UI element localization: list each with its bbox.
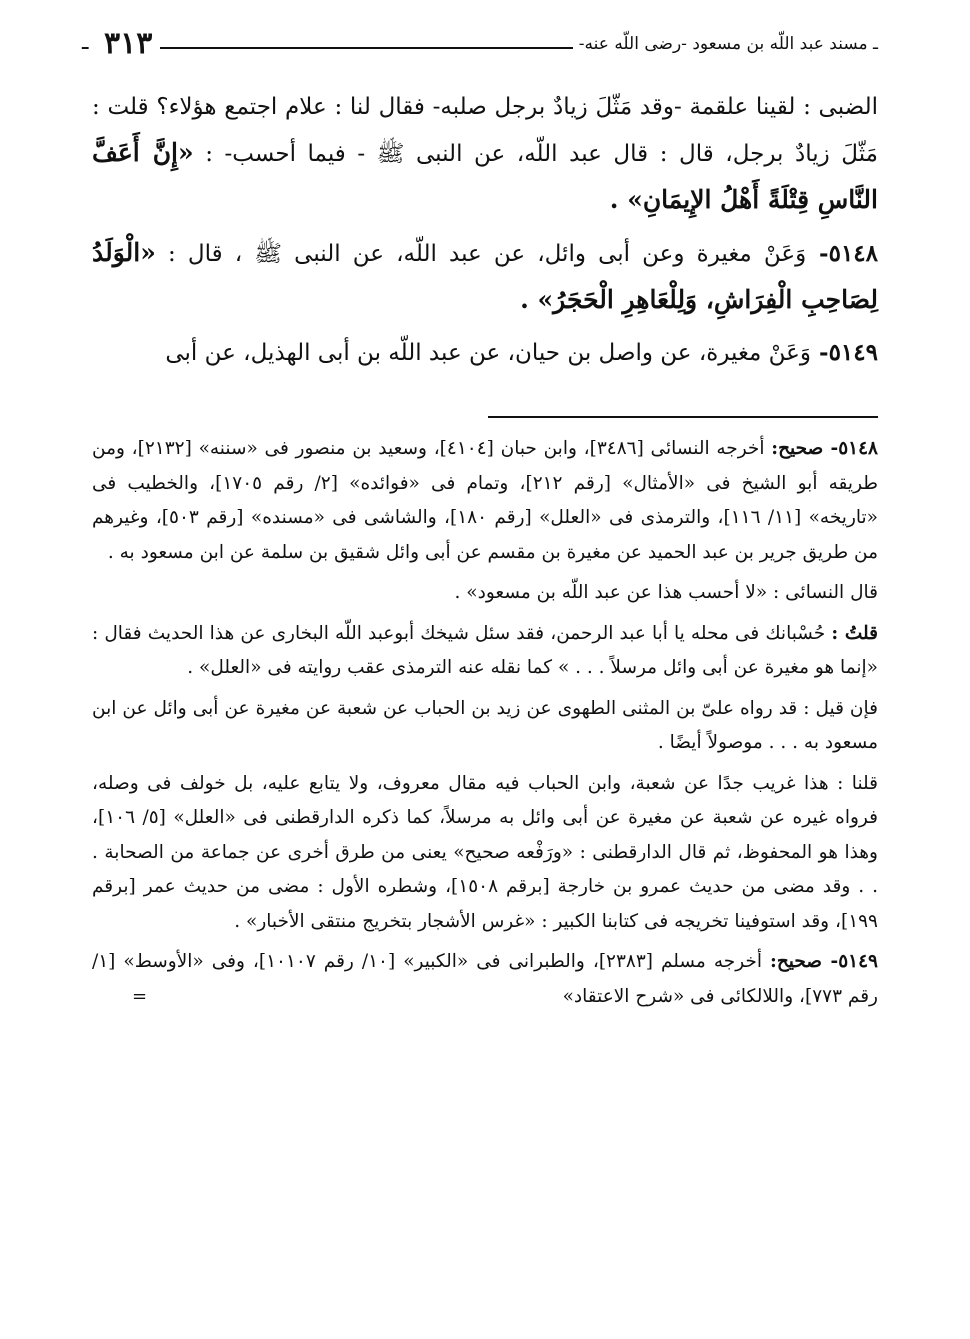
hadith-5148 — [92, 230, 878, 324]
continuation-mark: = — [132, 985, 148, 1007]
footnote-nasai — [92, 576, 878, 611]
footnote-objection — [92, 692, 878, 761]
page-number: ٣١٣ — [88, 26, 160, 61]
footnote-label: ٥١٤٩- صحيح: — [769, 951, 878, 972]
hadith-quote: «إِنَّ أَعَفَّ النَّاسِ قِتْلَةً أَهْلُ الإِيمَانِ» . — [92, 138, 878, 214]
footnote-text: فإن قيل : قد رواه علىّ بن المثنى الطهوى عن زيد بن الحباب عن شعبة عن مغيرة عن أبى وائل عن ابن مسعود به . . . موصولاً أيضًا . — [92, 697, 878, 753]
footnote-text: قال النسائى : «لا أحسب هذا عن عبد اللّه بن مسعود» . — [454, 582, 878, 603]
footnote-separator — [488, 416, 878, 418]
hadith-number: ٥١٤٨- — [806, 240, 879, 267]
hadith-quote: «الْوَلَدُ لِصَاحِبِ الْفِرَاشِ، وَلِلْعَاهِرِ الْحَجَرُ» . — [92, 238, 878, 314]
footnote-reply — [92, 767, 878, 940]
hadith-5149 — [92, 330, 878, 376]
footnotes — [92, 432, 878, 1020]
footnote-label: قلتُ : — [831, 622, 878, 644]
paragraph-text: الضبى : لقينا علقمة -وقد مَثّلَ زيادٌ برجل صلبه- فقال لنا : علام اجتمع هؤلاء؟ قلت : مَثّلَ زيادٌ برجل، قال : قال عبد اللّه، عن النبى ﷺ - فيما أحسب- : — [92, 94, 878, 167]
footnote-text: حُسْبانك فى محله يا أبا عبد الرحمن، فقد سئل شيخك أبوعبد اللّه البخارى عن هذا الحديث فقال : «إنما هو مغيرة عن أبى وائل مرسلاً . . . » كما نقله عنه الترمذى عقب روايته فى «العلل» . — [92, 622, 878, 678]
header-title: ـ مسند عبد اللّه بن مسعود -رضى اللّه عنه- — [573, 34, 878, 54]
footnote-label: ٥١٤٨- صحيح: — [771, 438, 878, 459]
header-dash: ـ — [82, 30, 89, 55]
footnote-5148 — [92, 432, 878, 570]
footnote-text: قلنا : هذا غريب جدًا عن شعبة، وابن الحباب فيه مقال معروف، ولا يتابع عليه، بل خولف فى وصله، فرواه غيره عن شعبة عن مغيرة عن أبى وائل به مرسلاً، كما ذكره الدارقطنى فى «العلل» [٥/ ١٠٦]، وهذا هو المحفوظ، ثم قال الدارقطنى : «ورَفْعه صحيح» يعنى من طرق أخرى عن جماعة من الصحابة . . . وقد مضى من حديث عمرو بن خارجة [برقم ١٥٠٨]، وشطره الأول : مضى من حديث عمر [برقم ١٩٩]، وقد استوفينا تخريجه فى كتابنا الكبير : «غرس الأشجار بتخريج منتقى الأخبار» . — [92, 772, 878, 932]
hadith-number: ٥١٤٩- — [811, 339, 878, 366]
running-header — [82, 26, 878, 68]
footnote-text: أخرجه النسائى [٣٤٨٦]، وابن حبان [٤١٠٤]، وسعيد بن منصور فى «سننه» [٢١٣٢]، ومن طريقه أبو الشيخ فى «الأمثال» [رقم ٢١٢]، وتمام فى «فوائده» [٢/ رقم ١٧٠٥]، والخطيب فى «تاريخه» [١١/ ١١٦]، والترمذى فى «العلل» [رقم ١٨٠]، والشاشى فى «مسنده» [رقم ٥٠٣]، وغيرهم من طريق جرير بن عبد الحميد عن مغيرة بن مقسم عن أبى وائل شقيق بن سلمة عن ابن مسعود به . — [92, 438, 878, 563]
footnote-text: أخرجه مسلم [٢٣٨٣]، والطبرانى فى «الكبير» [١٠/ رقم ١٠١٠٧]، وفى «الأوسط» [١/ رقم ٧٧٣]، واللالكائى فى «شرح الاعتقاد» — [92, 951, 878, 1007]
footnote-qultu — [92, 617, 878, 686]
main-text — [92, 85, 878, 382]
footnote-5149 — [92, 945, 878, 1014]
hadith-chain: وَعَنْ مغيرة وعن أبى وائل، عن عبد اللّه، عن النبى ﷺ ، قال : — [167, 241, 807, 267]
hadith-chain: وَعَنْ مغيرة، عن واصل بن حيان، عن عبد اللّه بن أبى الهذيل، عن أبى — [165, 340, 812, 366]
paragraph-continued — [92, 85, 878, 224]
